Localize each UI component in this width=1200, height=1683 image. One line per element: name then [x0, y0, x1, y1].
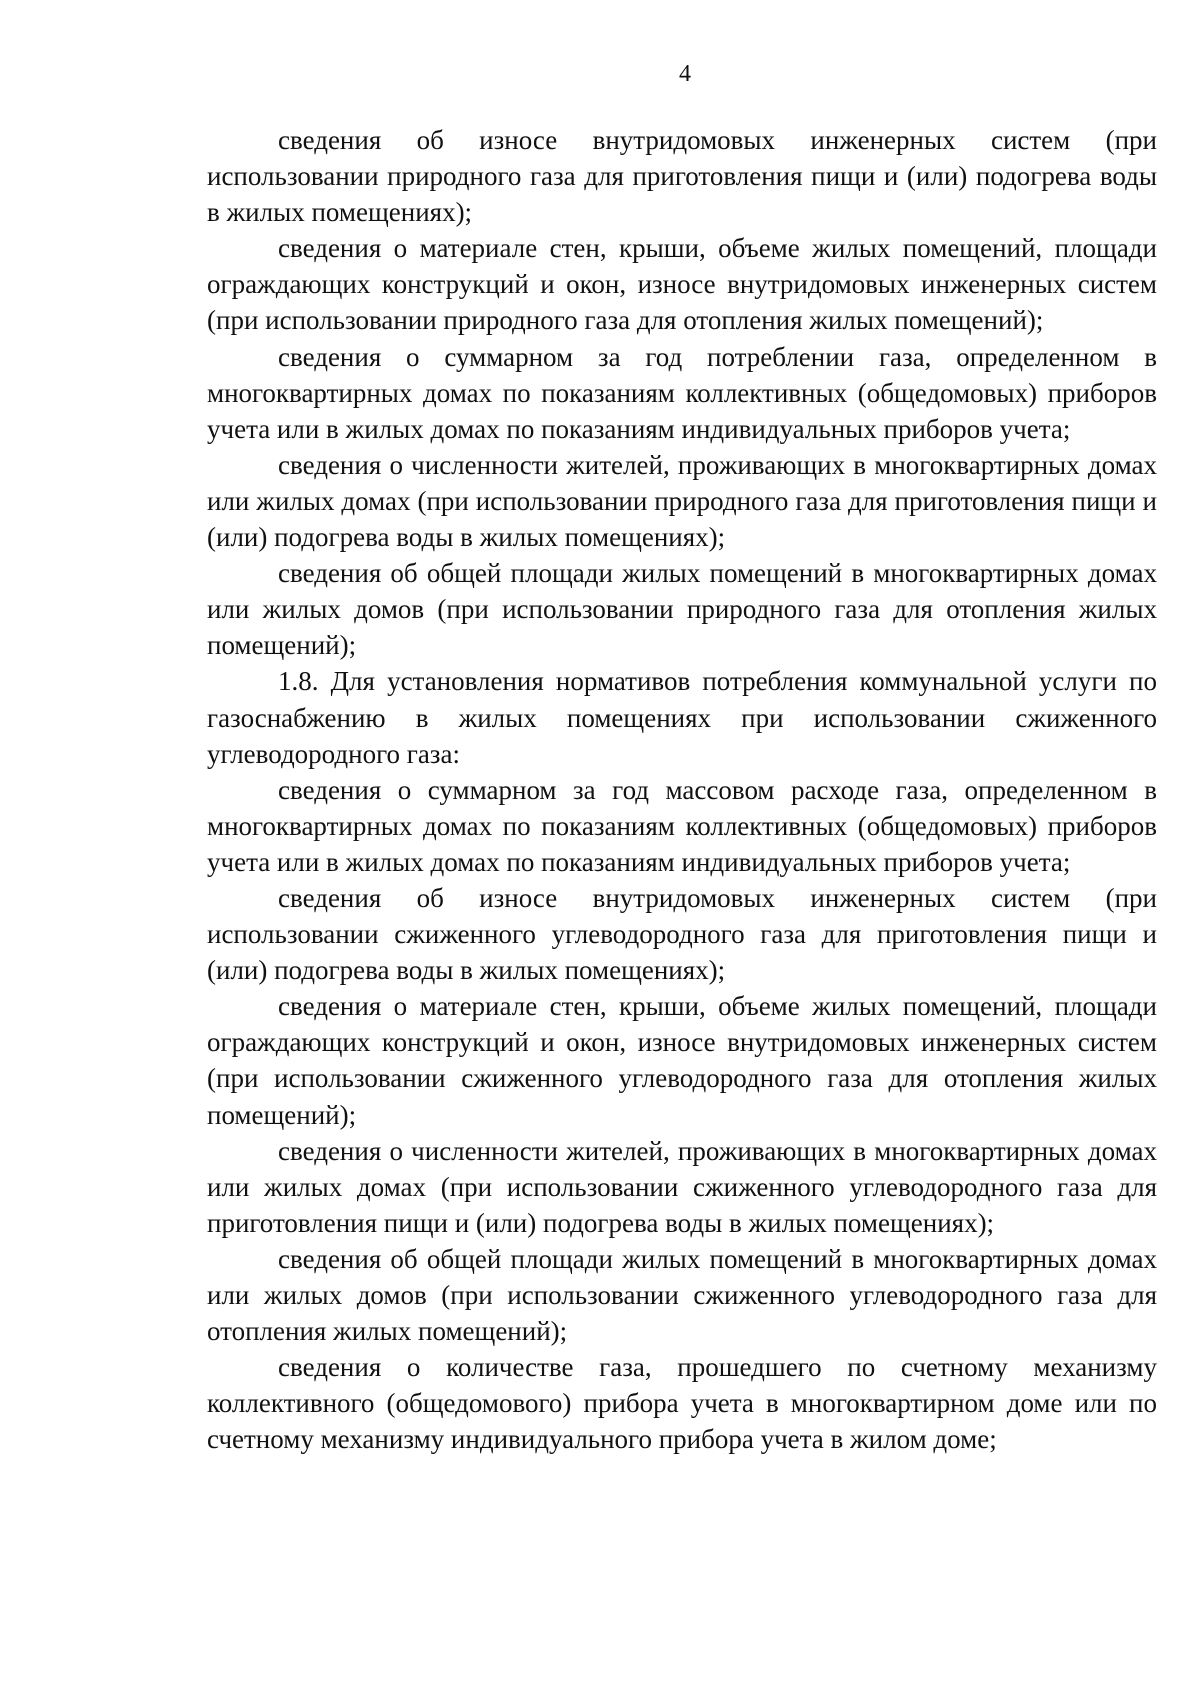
paragraph-total-area: сведения об общей площади жилых помещений в многоквартирных домах или жилых домов (при использовании природного газа для отопления жилых помещений);	[207, 558, 1157, 661]
page-number: 4	[679, 61, 691, 87]
paragraph-residents-count-lpg: сведения о численности жителей, проживающих в многоквартирных домах или жилых домах (при использовании сжиженного углеводородного газа для приготовления пищи и (или) подогрева воды в жилых помещениях);	[207, 1135, 1157, 1238]
paragraph-wear-systems-lpg-cooking: сведения об износе внутридомовых инженерных систем (при использовании сжиженного углеводородного газа для приготовления пищи и (или) подогрева воды в жилых помещениях);	[207, 882, 1157, 986]
paragraph-annual-consumption: сведения о суммарном за год потреблении газа, определенном в многоквартирных домах по показаниям коллективных (общедомовых) приборов учета или в жилых домах по показаниям индивидуальных приборов учета;	[207, 341, 1157, 444]
paragraph-walls-roof-lpg-heating: сведения о материале стен, крыши, объеме жилых помещений, площади ограждающих конструкций и окон, износе внутридомовых инженерных систем (при использовании сжиженного углеводородного газа для отопления жилых помещений);	[207, 991, 1157, 1130]
paragraph-annual-mass-flow: сведения о суммарном за год массовом расходе газа, определенном в многоквартирных домах по показаниям коллективных (общедомовых) приборов учета или в жилых домах по показаниям индивидуальных приборов учета;	[207, 774, 1157, 877]
paragraph-gas-quantity-meter: сведения о количестве газа, прошедшего по счетному механизму коллективного (общедомового) прибора учета в многоквартирном доме или по счетному механизму индивидуального прибора учета в жилом доме;	[207, 1352, 1157, 1455]
paragraph-walls-roof-heating: сведения о материале стен, крыши, объеме жилых помещений, площади ограждающих конструкций и окон, износе внутридомовых инженерных систем (при использовании природного газа для отопления жилых помещений);	[207, 233, 1157, 336]
paragraph-residents-count: сведения о численности жителей, проживающих в многоквартирных домах или жилых домах (при использовании природного газа для приготовления пищи и (или) подогрева воды в жилых помещениях);	[207, 449, 1157, 553]
paragraph-section-1-8: 1.8. Для установления нормативов потребления коммунальной услуги по газоснабжению в жилых помещениях при использовании сжиженного углеводородного газа:	[207, 666, 1157, 769]
document-body	[207, 122, 1157, 1457]
paragraph-wear-systems-cooking: сведения об износе внутридомовых инженерных систем (при использовании природного газа для приготовления пищи и (или) подогрева воды в жилых помещениях);	[207, 125, 1157, 228]
paragraph-total-area-lpg: сведения об общей площади жилых помещений в многоквартирных домах или жилых домов (при использовании сжиженного углеводородного газа для отопления жилых помещений);	[207, 1243, 1157, 1347]
